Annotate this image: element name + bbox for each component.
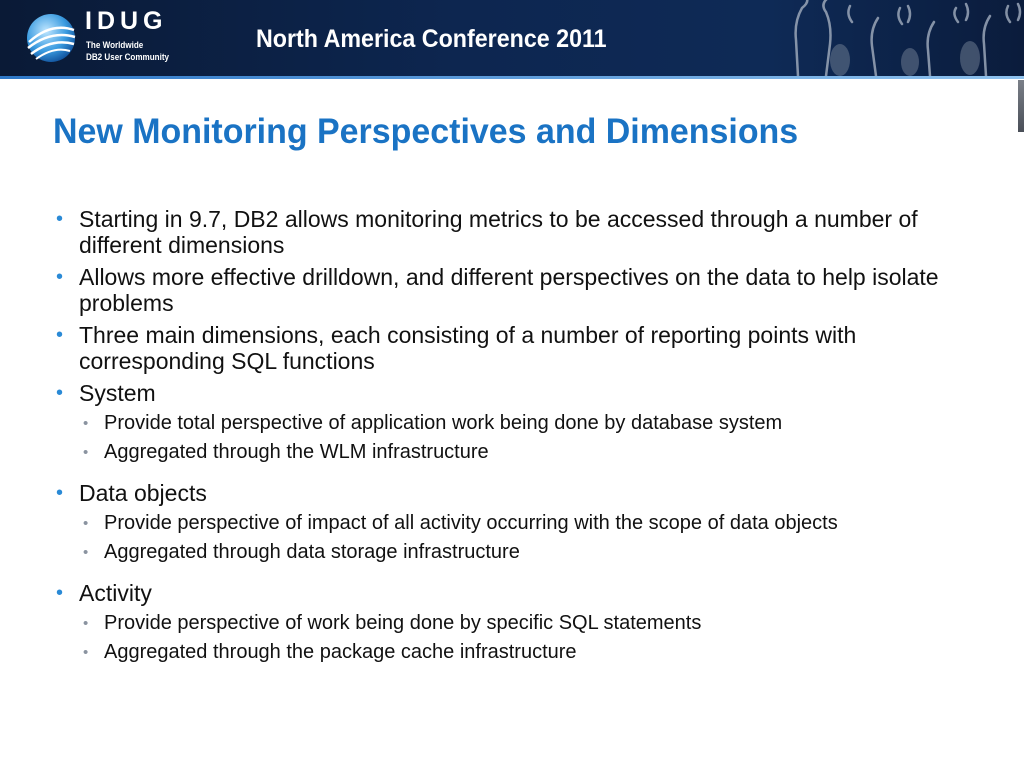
conference-banner (0, 0, 1024, 76)
bullet-dot-icon: • (56, 582, 64, 604)
sub-bullet-text: Provide perspective of impact of all activity occurring with the scope of data objects (104, 512, 838, 534)
bullet-text: System (79, 380, 156, 406)
sub-bullet-text: Provide perspective of work being done by specific SQL statements (104, 612, 702, 634)
bullet-dot-icon: • (56, 482, 64, 504)
globe-logo-icon (24, 12, 78, 64)
sub-bullet-item (56, 412, 986, 435)
sub-bullet-dot-icon: • (83, 544, 89, 561)
bullet-text: Activity (79, 580, 152, 606)
bullet-text: Starting in 9.7, DB2 allows monitoring metrics to be accessed through a number of different dimensions (79, 206, 918, 258)
idug-logo-wordmark: IDUG (85, 7, 168, 35)
sub-bullet-item (56, 612, 986, 635)
logo-tagline: DB2 User Community (86, 52, 170, 63)
sub-bullet-text: Aggregated through the WLM infrastructure (104, 441, 489, 463)
sub-bullet-dot-icon: • (83, 615, 89, 632)
bullet-item (56, 206, 986, 258)
sub-bullet-item (56, 541, 986, 564)
bullet-item (56, 322, 986, 374)
spacer (56, 464, 986, 474)
spacer (56, 564, 986, 574)
bullet-item-activity (56, 580, 986, 606)
sub-bullet-dot-icon: • (83, 644, 89, 661)
bullet-item-data-objects (56, 480, 986, 506)
sub-bullet-item (56, 512, 986, 535)
bullet-dot-icon: • (56, 208, 64, 230)
logo-tagline: The Worldwide (86, 40, 144, 51)
sub-bullet-text: Aggregated through the package cache infrastructure (104, 641, 577, 663)
banner-divider (0, 76, 1024, 79)
bullet-dot-icon: • (56, 382, 64, 404)
bullet-item-system (56, 380, 986, 406)
sub-bullet-item (56, 441, 986, 464)
bullet-item (56, 264, 986, 316)
sub-bullet-dot-icon: • (83, 444, 89, 461)
sub-bullet-item (56, 641, 986, 664)
crowd-silhouette-image (780, 0, 1024, 76)
bullet-dot-icon: • (56, 324, 64, 346)
bullet-text: Three main dimensions, each consisting of a number of reporting points with corresponding SQL functions (79, 322, 857, 374)
slide-title: New Monitoring Perspectives and Dimensions (53, 112, 799, 151)
sub-bullet-dot-icon: • (83, 415, 89, 432)
side-decoration (1018, 80, 1024, 132)
slide-content (56, 200, 986, 664)
bullet-text: Allows more effective drilldown, and different perspectives on the data to help isolate problems (79, 264, 939, 316)
bullet-dot-icon: • (56, 266, 64, 288)
sub-bullet-dot-icon: • (83, 515, 89, 532)
sub-bullet-text: Provide total perspective of application work being done by database system (104, 412, 783, 434)
conference-title: North America Conference 2011 (256, 25, 607, 53)
sub-bullet-text: Aggregated through data storage infrastructure (104, 541, 520, 563)
bullet-text: Data objects (79, 480, 207, 506)
